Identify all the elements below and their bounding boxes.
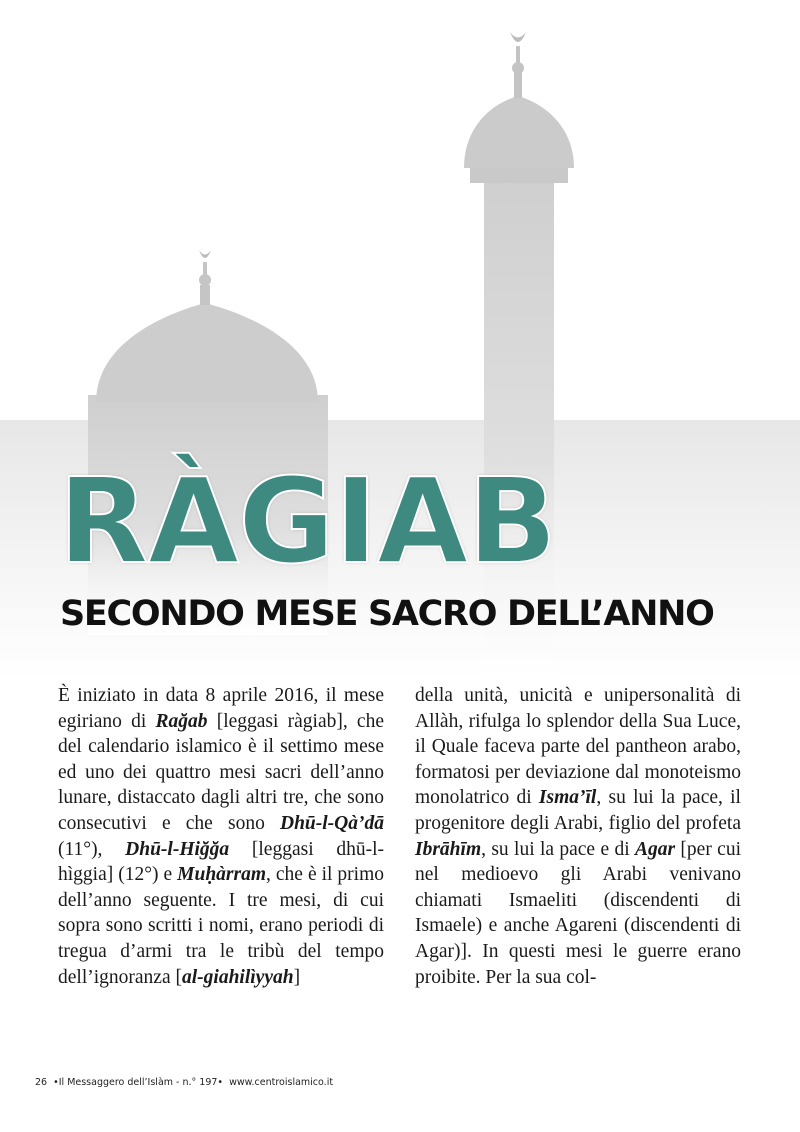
arabic-term: Agar — [634, 838, 676, 860]
arabic-term: al-giahilìyyah — [181, 966, 294, 988]
text-run: , su lui la pace, il progenitore degli Arabi, figlio del profeta — [415, 787, 741, 834]
text-run: , che è il primo dell’anno seguente. I tre mesi, di cui sopra sono scritti i nomi, erano periodi di tregua d’armi tra le tribù del tempo dell’ignoranza [ — [58, 864, 384, 988]
text-run: [per cui nel medioevo gli Arabi venivano chiamati Ismaeliti (discendenti di Ismaele) e anche Agareni (discendenti di Agar)]. In questi mesi le guerre erano proibite. Per la sua col- — [415, 838, 741, 988]
text-run: , su lui la pace e di — [481, 838, 635, 860]
article-title: RÀGIAB — [58, 452, 557, 590]
minaret-crescent-icon — [510, 32, 526, 42]
text-run: È iniziato in data 8 aprile 2016, il mese egiriano di — [58, 685, 384, 732]
text-run: (11°), — [58, 838, 126, 860]
page-number: 26 — [35, 1077, 48, 1088]
arabic-term: Rağab — [155, 710, 208, 732]
arabic-term: Muḥàrram — [177, 864, 267, 886]
arabic-term: Isma’īl — [538, 787, 597, 809]
arabic-term: Dhū-l-Hiğğa — [125, 838, 230, 860]
body-paragraph-right — [415, 683, 741, 990]
body-paragraph-left — [58, 683, 384, 990]
article-subtitle: SECONDO MESE SACRO DELL’ANNO — [60, 594, 714, 634]
text-run: [leggasi dhū-l-hìggia] (12°) e — [58, 838, 384, 886]
arabic-term: Ibrāhīm — [415, 838, 482, 860]
text-run: ] — [293, 966, 301, 988]
text-run: [leggasi ràgiab], che del calendario islamico è il settimo mese ed uno dei quattro mesi sacri dell’anno lunare, distaccato dagli altri tre, che sono consecutivi e che sono — [58, 710, 384, 834]
text-run: della unità, unicità e unipersonalità di Allàh, rifulga lo splendor della Sua Luce, il Quale faceva parte del pantheon arabo, formatosi per deviazione dal monoteismo monolatrico di — [415, 685, 741, 809]
website-link[interactable]: www.centroislamico.it — [229, 1077, 334, 1088]
arabic-term: Dhū-l-Qà’dā — [279, 812, 384, 834]
crescent-icon — [199, 250, 211, 258]
minaret-dome — [464, 96, 574, 168]
page-footer — [35, 1077, 336, 1088]
body-column-left — [58, 683, 384, 990]
magazine-name: •Il Messaggero dell’Islàm - n.° 197• — [53, 1077, 224, 1088]
mosque-dome — [96, 303, 318, 402]
body-column-right — [415, 683, 741, 990]
